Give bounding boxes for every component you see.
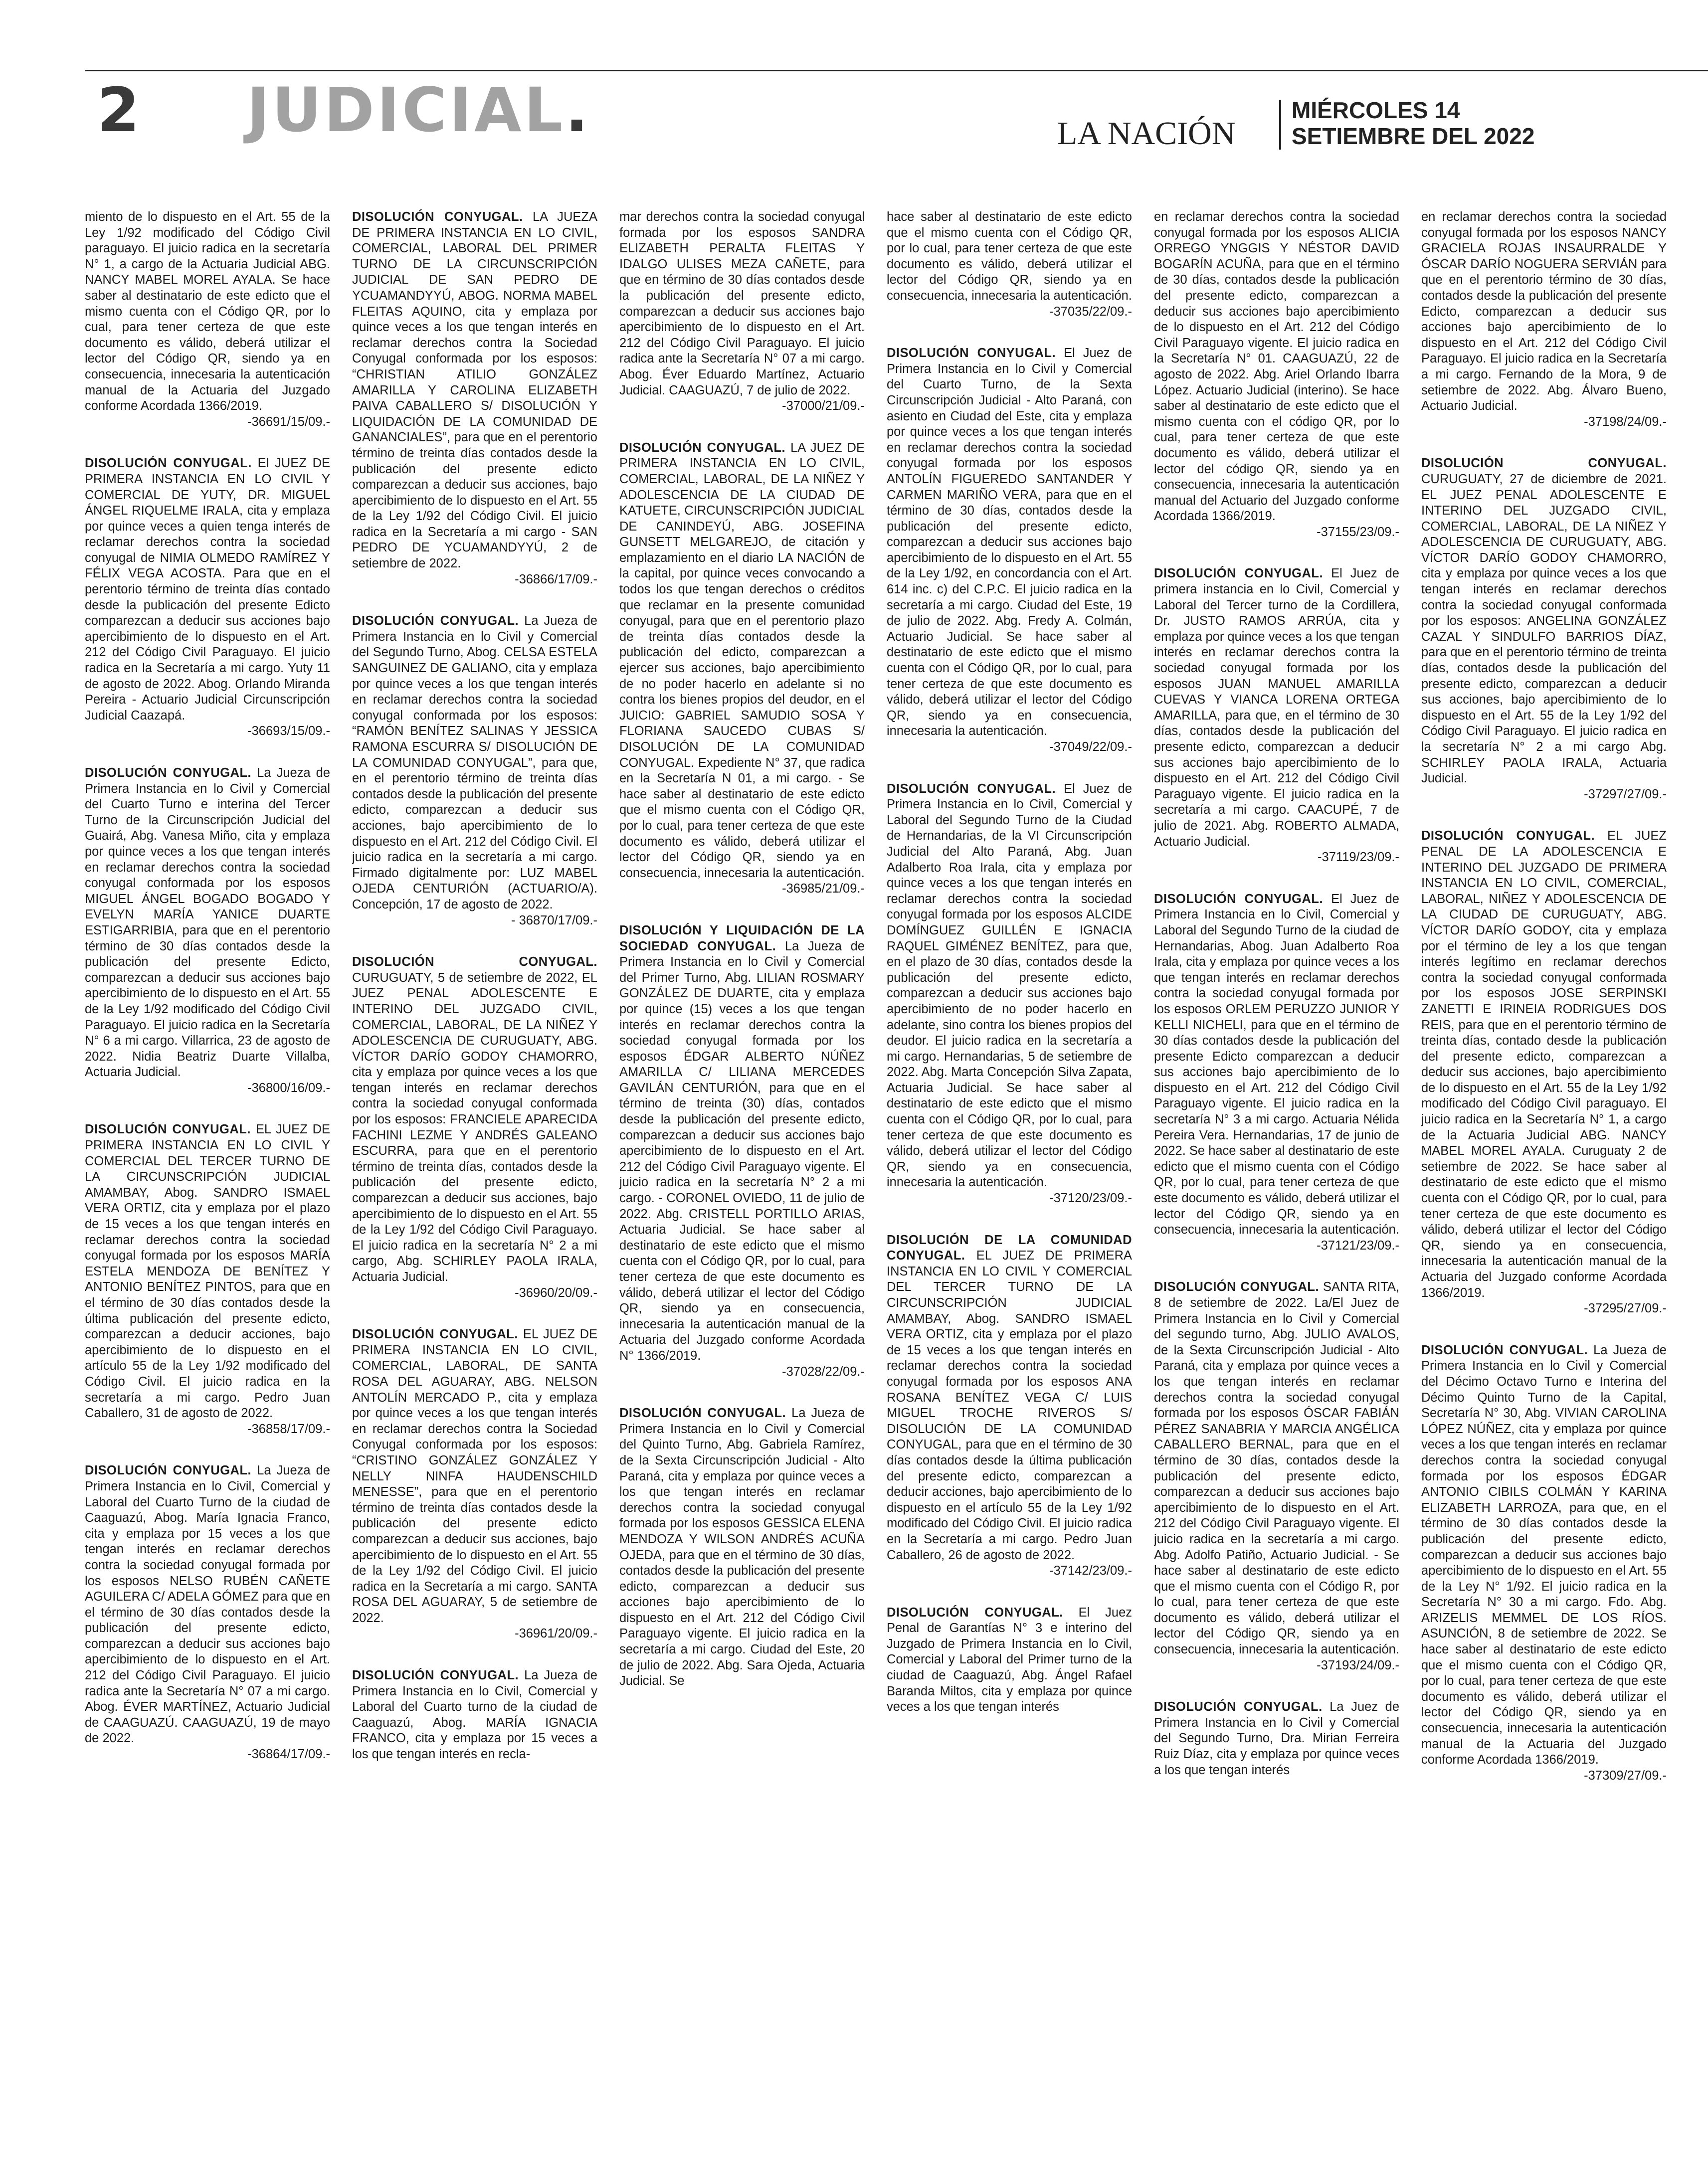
notice-body: EL JUEZ DE PRIMERA INSTANCIA EN LO CIVIL, COMERCIAL, LABORAL, DE SANTA ROSA DEL AGUARAY, ABG. NELSON ANTOLÍN MERCADO P., cita y emplaza por quince veces a los que tengan interés en reclamar derechos contra la Sociedad Conyugal conformada por los esposos: “CRISTINO GONZÁLEZ GONZÁLEZ Y NELLY NINFA HAUDENSCHILD MENESSE”, para que en el perentorio término de treinta días contados desde la publicación del presente edicto comparezcan a deducir sus acciones, bajo apercibimiento de lo dispuesto en el Art. 55 de la Ley 1/92 del Código Civil. El juicio radica en la Secretaría a mi cargo. SANTA ROSA DEL AGUARAY, 5 de setiembre de 2022. [352,1327,597,1625]
notice-title: DISOLUCIÓN DE LA COMUNIDAD CONYUGAL. [887,1233,1132,1263]
legal-notice [887,1233,1132,1579]
notice-body: El Juez de primera instancia en lo Civil, Comercial y Laboral del Tercer turno de la Cordillera, Dr. JUSTO RAMOS ARRÚA, cita y emplaza por quince veces a los que tengan interés en reclamar derechos contra la sociedad conyugal formada por los esposos JUAN MANUEL AMARILLA CUEVAS Y VIANCA LORENA ORTEGA AMARILLA, para que, en el término de 30 días, contados desde la publicación del presente edicto, comparezcan a deducir sus acciones bajo apercibimiento de lo dispuesto en el Art. 212 del Código Civil Paraguayo vigente. El juicio radica en la secretaría a mi cargo. CAACUPÉ, 7 de julio de 2021. Abg. ROBERTO ALMADA, Actuario Judicial. [1154,566,1399,849]
legal-notice [619,440,865,897]
notice-body: La Juez de Primera Instancia en lo Civil y Comercial del Segundo Turno, Dra. Mirian Ferreira Ruiz Díaz, cita y emplaza por quince veces a los que tengan interés [1154,1700,1399,1777]
page-number: 2 [97,75,139,146]
notice-title: DISOLUCIÓN CONYUGAL. [1421,456,1667,471]
notice-title: DISOLUCIÓN CONYUGAL. [1154,1280,1320,1294]
legal-notice [352,1668,597,1763]
notice-reference: -37297/27/09.- [1584,787,1667,801]
notice-reference: -36866/17/09.- [515,572,597,586]
top-rule [85,70,1708,71]
issue-date [1292,97,1534,149]
notice-reference: -36691/15/09.- [247,414,330,429]
notice-title: DISOLUCIÓN CONYUGAL. [352,1327,518,1342]
legal-notice [1154,1699,1399,1778]
notice-body: EL JUEZ DE PRIMERA INSTANCIA EN LO CIVIL Y COMERCIAL DEL TERCER TURNO DE LA CIRCUNSCRIPCIÓN JUDICIAL AMAMBAY, Abog. SANDRO ISMAEL VERA ORTIZ, cita y emplaza por el plazo de 15 veces a los que tengan interés en reclamar derechos contra la sociedad conyugal formada por los esposos MARÍA ESTELA MENDOZA DE BENÍTEZ Y ANTONIO BENÍTEZ PINTOS, para que en el término de 30 días contados desde la última publicación del presente edicto, comparezcan a deducir acciones, bajo apercibimiento de lo dispuesto en el artículo 55 de la Ley 1/92 modificado del Código Civil. El juicio radica en la secretaría a mi cargo. Pedro Juan Caballero, 31 de agosto de 2022. [85,1122,330,1421]
newspaper-name: LA NACIÓN [1057,115,1236,152]
notice-body: La Jueza de Primera Instancia en lo Civil y Comercial del Quinto Turno, Abg. Gabriela Ramírez, de la Sexta Circunscripción Judicial - Alto Paraná, cita y emplaza por quince veces a los que tengan interés en reclamar derechos contra la sociedad conyugal formada por los esposos GESSICA ELENA MENDOZA Y WILSON ANDRÉS ACUÑA OJEDA, para que en el término de 30 días, contados desde la publicación del presente edicto, comparezcan a deducir sus acciones bajo apercibimiento de lo dispuesto en el Art. 212 del Código Civil Paraguayo vigente. El juicio radica en la secretaría a mi cargo. Ciudad del Este, 20 de julio de 2022. Abg. Sara Ojeda, Actuaria Judicial. Se [619,1406,865,1688]
notice-body: mar derechos contra la sociedad conyugal formada por los esposos SANDRA ELIZABETH PERALTA FLEITAS Y IDALGO ULISES MEZA CAÑETE, para que en término de 30 días contados desde la publicación del presente edicto, comparezcan a deducir sus acciones bajo apercibimiento de lo dispuesto en el Art. 212 del Código Civil Paraguayo. El juicio radica ante la Secretaría N° 07 a mi cargo. Abog. Éver Eduardo Martínez, Actuario Judicial. CAAGUAZÚ, 7 de julio de 2022. [619,210,865,397]
section-title-dot: . [565,75,591,146]
notice-reference: -37198/24/09.- [1584,414,1667,429]
notice-body: EL JUEZ PENAL DE LA ADOLESCENCIA E INTERINO DEL JUZGADO DE PRIMERA INSTANCIA EN LO CIVIL, COMERCIAL, LABORAL, NIÑEZ Y ADOLESCENCIA DE LA CIUDAD DE CURUGUATY, ABG. VÍCTOR DARÍO GODOY, cita y emplaza por el término de ley a los que tengan interés legítimo en reclamar derechos contra la sociedad conyugal conformada por los esposos JOSE SERPINSKI ZANETTI E IRINEIA RODRIGUES DOS REIS, para que en el perentorio término de treinta días, contado desde la publicación del presente edicto, comparezcan a deducir sus acciones, bajo apercibimiento de lo dispuesto en el Art. 55 de la Ley 1/92 modificado del Código Civil paraguayo. El juicio radica en la Secretaría N° 1, a cargo de la Actuaria Judicial ABG. NANCY MABEL MOREL AYALA. Curuguaty 2 de setiembre de 2022. Se hace saber al destinatario de este edicto que el mismo cuenta con el Código QR, por lo cual, para tener certeza de que este documento es válido, deberá utilizar el lector del Código QR, siendo ya en consecuencia, innecesaria la autenticación manual de la Actuaria del Juzgado conforme Acordada 1366/2019. [1421,829,1667,1300]
notice-body: La Jueza de Primera Instancia en lo Civil, Comercial y Laboral del Cuarto Turno de la ciudad de Caaguazú, Abog. María Ignacia Franco, cita y emplaza por 15 veces a los que tengan interés en reclamar derechos contra la sociedad conyugal formada por los esposos NELSO RUBÉN CAÑETE AGUILERA C/ ADELA GÓMEZ para que en el término de 30 días contados desde la publicación del presente edicto, comparezcan a deducir sus acciones bajo apercibimiento de lo dispuesto en el Art. 212 del Código Civil Paraguayo. El juicio radica ante la Secretaría N° 07 a mi cargo. Abog. ÉVER MARTÍNEZ, Actuario Judicial de CAAGUAZÚ. CAAGUAZÚ, 19 de mayo de 2022. [85,1463,330,1746]
notice-column [1154,209,1399,2164]
notice-body: El Juez Penal de Garantías N° 3 e interino del Juzgado de Primera Instancia en lo Civil, Comercial y Laboral del Primer turno de la ciudad de Caaguazú, Abg. Ángel Rafael Baranda Miltos, cita y emplaza por quince veces a los que tengan interés [887,1605,1132,1714]
notice-body: hace saber al destinatario de este edicto que el mismo cuenta con el Código QR, por lo cual, para tener certeza de que este documento es válido, deberá utilizar el lector del Código QR, siendo ya en consecuencia, innecesaria la autenticación. [887,210,1132,303]
legal-notice [619,1406,865,1689]
notice-body: La Jueza de Primera Instancia en lo Civil y Comercial del Décimo Octavo Turno e Interina del Décimo Quinto Turno de la Capital, Secretaría N° 30, Abg. VIVIAN CAROLINA LÓPEZ NÚÑEZ, cita y emplaza por quince veces a los que tengan interés en reclamar derechos contra la sociedad conyugal formada por los esposos ÉDGAR ANTONIO CIBILS COLMÁN Y KARINA ELIZABETH LARROZA, para que, en el término de 30 días contados desde la publicación del presente edicto, comparezcan a deducir sus acciones bajo apercibimiento de lo dispuesto en el Art. 55 de la Ley N° 1/92. El juicio radica en la Secretaría N° 30 a mi cargo. Fdo. Abg. ARIZELIS MEMMEL DE LOS RÍOS. ASUNCIÓN, 8 de setiembre de 2022. Se hace saber al destinatario de este edicto que el mismo cuenta con el Código QR, por lo cual, para tener certeza de que este documento es válido, deberá utilizar el lector del Código QR, siendo ya en consecuencia, innecesaria la autenticación manual de la Actuaria del Juzgado conforme Acordada 1366/2019. [1421,1343,1667,1767]
notice-reference: -36864/17/09.- [247,1747,330,1762]
notice-body: El JUEZ DE PRIMERA INSTANCIA EN LO CIVIL Y COMERCIAL DE YUTY, DR. MIGUEL ÁNGEL RIQUELME IRALA, cita y emplaza por quince veces a quien tenga interés de reclamar derechos contra la sociedad conyugal de NIMIA OLMEDO RAMÍREZ Y FÉLIX VEGA ACOSTA. Para que en el perentorio término de treinta días contado desde la publicación del presente Edicto comparezcan a deducir sus acciones bajo apercibimiento de lo dispuesto en el Art. 212 del Código Civil Paraguayo. El juicio radica en la Secretaría a mi cargo. Yuty 11 de agosto de 2022. Abog. Orlando Miranda Pereira - Actuario Judicial Circunscripción Judicial Caazapá. [85,456,330,723]
legal-notice [887,209,1132,320]
notice-reference: -37121/23/09.- [1317,1238,1399,1253]
legal-notice [1421,209,1667,430]
notice-title: DISOLUCIÓN CONYUGAL. [352,1668,519,1683]
issue-date-line1: MIÉRCOLES 14 [1292,97,1460,123]
notice-reference: -37120/23/09.- [1049,1191,1132,1206]
legal-notice [85,765,330,1096]
legal-notice [1154,209,1399,540]
notice-title: DISOLUCIÓN CONYUGAL. [1154,892,1324,906]
legal-notice [1154,892,1399,1254]
notice-body: en reclamar derechos contra la sociedad conyugal formada por los esposos NANCY GRACIELA ROJAS INSAURRALDE Y ÓSCAR DARÍO NOGUERA SERVIÁN para que en el perentorio término de 30 días, contados desde la publicación del presente Edicto, comparezcan a deducir sus acciones bajo apercibimiento de lo dispuesto en el Art. 212 del Código Civil Paraguayo. El juicio radica en la Secretaría a mi cargo. Fernando de la Mora, 9 de setiembre de 2022. Abg. Álvaro Bueno, Actuario Judicial. [1421,210,1667,413]
legal-notice [887,1605,1132,1715]
notice-column [1421,209,1667,2164]
notice-reference: -37028/22/09.- [782,1364,865,1379]
notice-column [887,209,1132,2164]
notice-body: El Juez de Primera Instancia en lo Civil, Comercial y Laboral del Segundo Turno de la ciudad de Hernandarias, Abog. Juan Adalberto Roa Irala, cita y emplaza por quince veces a los que tengan interés en reclamar derechos contra la sociedad conyugal formada por los esposos ORLEM PERUZZO JUNIOR Y KELLI NICHELI, para que en el término de 30 días contados desde la publicación del presente Edicto comparezcan a deducir sus acciones bajo apercibimiento de lo dispuesto en el Art. 212 del Código Civil Paraguayo vigente. El juicio radica en la secretaría N° 3 a mi cargo. Actuaria Nélida Pereira Vera. Hernandarias, 17 de junio de 2022. Se hace saber al destinatario de este edicto que el mismo cuenta con el Código QR, por lo cual, para tener certeza de que este documento es válido, deberá utilizar el lector del Código QR, siendo ya en consecuencia, innecesaria la autenticación. [1154,892,1399,1237]
notice-title: DISOLUCIÓN CONYUGAL. [85,1122,251,1137]
legal-notice [887,781,1132,1207]
legal-notice [85,456,330,739]
notice-reference: -37295/27/09.- [1584,1301,1667,1316]
notice-body: SANTA RITA, 8 de setiembre de 2022. La/El Juez de Primera Instancia en lo Civil y Comercial del segundo turno, Abg. JULIO AVALOS, de la Sexta Circunscripción Judicial - Alto Paraná, cita y emplaza por quince veces a los que tengan interés en reclamar derechos contra la sociedad conyugal formada por los esposos ÓSCAR FABIÁN PÉREZ SANABRIA Y MARCIA ANGÉLICA CABALLERO BERNAL, para que en el término de 30 días, contados desde la publicación del presente edicto, comparezcan a deducir sus acciones bajo apercibimiento de lo dispuesto en el Art. 212 del Código Civil Paraguayo vigente. El juicio radica en la secretaría a mi cargo. Abg. Adolfo Patiño, Actuario Judicial. - Se hace saber al destinatario de este edicto que el mismo cuenta con el Código R, por lo cual, para tener certeza de que este documento es válido, deberá utilizar el lector del Código QR, siendo ya en consecuencia, innecesaria la autenticación. [1154,1280,1399,1657]
legal-notice [619,209,865,414]
notice-title: DISOLUCIÓN CONYUGAL. [85,456,252,471]
legal-notice [1154,566,1399,865]
notice-title: DISOLUCIÓN CONYUGAL. [352,210,523,224]
section-title [247,75,591,146]
legal-notice [619,923,865,1380]
notice-reference: -37142/23/09.- [1049,1564,1132,1578]
legal-notice [352,613,597,928]
notice-reference: -36693/15/09.- [247,724,330,738]
notice-body: La Jueza de Primera Instancia en lo Civil y Comercial del Cuarto Turno e interina del Tercer Turno de la Circunscripción Judicial del Guairá, Abg. Vanesa Miño, cita y emplaza por quince veces a los que tengan interés en reclamar derechos contra la sociedad conyugal conformada por los esposos MIGUEL ÁNGEL BOGADO BOGADO Y EVELYN MARÍA YANICE DUARTE ESTIGARRIBIA, para que en el perentorio término de 30 días contados desde la publicación del presente Edicto, comparezcan a deducir sus acciones bajo apercibimiento de lo dispuesto en el Art. 55 de la Ley 1/92 modificado del Código Civil Paraguayo. El juicio radica en la Secretaría N° 6 a mi cargo. Villarrica, 23 de agosto de 2022. Nidia Beatriz Duarte Villalba, Actuaria Judicial. [85,766,330,1080]
notice-title: DISOLUCIÓN CONYUGAL. [352,955,597,969]
notice-body: La Jueza de Primera Instancia en lo Civil y Comercial del Segundo Turno, Abog. CELSA ESTELA SANGUINEZ DE GALIANO, cita y emplaza por quince veces a los que tengan interés en reclamar derechos contra la sociedad conyugal conformada por los esposos: “RAMÓN BENÍTEZ SALINAS Y JESSICA RAMONA ESCURRA S/ DISOLUCIÓN DE LA COMUNIDAD CONYUGAL”, para que, en el perentorio término de treinta días contados desde la publicación del presente edicto, comparezcan a deducir sus acciones, bajo apercibimiento de lo dispuesto en el Art. 212 del Código Civil. El juicio radica en la secretaría a mi cargo. Firmado digitalmente por: LUZ MABEL OJEDA CENTURIÓN (ACTUARIO/A). Concepción, 17 de agosto de 2022. [352,614,597,911]
notice-body: EL JUEZ DE PRIMERA INSTANCIA EN LO CIVIL Y COMERCIAL DEL TERCER TURNO DE LA CIRCUNSCRIPCIÓN JUDICIAL AMAMBAY, Abog. SANDRO ISMAEL VERA ORTIZ, cita y emplaza por el plazo de 15 veces a los que tengan interés en reclamar derechos contra la sociedad conyugal formada por los esposos ANA ROSANA BENÍTEZ VEGA C/ LUIS MIGUEL TROCHE RIVEROS S/ DISOLUCIÓN DE LA COMUNIDAD CONYUGAL, para que en el término de 30 días contados desde la última publicación del presente edicto, comparezcan a deducir acciones, bajo apercibimiento de lo dispuesto en el artículo 55 de la Ley 1/92 modificado del Código Civil. El juicio radica en la Secretaría a mi cargo. Pedro Juan Caballero, 26 de agosto de 2022. [887,1249,1132,1562]
legal-notice [1421,828,1667,1316]
notice-reference: -36858/17/09.- [247,1422,330,1436]
notice-reference: -37049/22/09.- [1049,740,1132,754]
notice-title: DISOLUCIÓN CONYUGAL. [352,614,519,628]
legal-notice [352,1327,597,1642]
notice-body: CURUGUATY, 5 de setiembre de 2022, EL JUEZ PENAL ADOLESCENTE E INTERINO DEL JUZGADO CIVIL, COMERCIAL, LABORAL, DE LA NIÑEZ Y ADOLESCENCIA DE CURUGUATY, ABG. VÍCTOR DARÍO GODOY CHAMORRO, cita y emplaza por quince veces a los que tengan interés en reclamar derechos contra la sociedad conyugal conformada por los esposos: FRANCIELE APARECIDA FACHINI LEZME Y ANDRÉS GALEANO ESCURRA, para que en el perentorio término de treinta días, contados desde la publicación del presente edicto, comparezcan a deducir sus acciones, bajo apercibimiento de lo dispuesto en el Art. 55 de la Ley 1/92 del Código Civil Paraguayo. El juicio radica en la secretaría N° 2 a mi cargo, Abg. SCHIRLEY PAOLA IRALA, Actuaria Judicial. [352,970,597,1284]
notice-body: El Juez de Primera Instancia en lo Civil y Comercial del Cuarto Turno, de la Sexta Circunscripción Judicial - Alto Paraná, con asiento en Ciudad del Este, cita y emplaza por quince veces a los que tengan interés en reclamar derechos contra la sociedad conyugal formada por los esposos ANTOLÍN FIGUEREDO SANTANDER Y CARMEN MARIÑO VERA, para que en el término de 30 días, contados desde la publicación del presente edicto, comparezcan a deducir sus acciones bajo apercibimiento de lo dispuesto en el Art. 55 de la Ley 1/92, en concordancia con el Art. 614 inc. c) del C.P.C. El juicio radica en la secretaría a mi cargo. Ciudad del Este, 19 de julio de 2022. Abg. Fredy A. Colmán, Actuario Judicial. Se hace saber al destinatario de este edicto que el mismo cuenta con el Código QR, por lo cual, para tener certeza de que este documento es válido, deberá utilizar el lector del Código QR, siendo ya en consecuencia, innecesaria la autenticación. [887,346,1132,738]
notice-reference: -37119/23/09.- [1318,850,1399,865]
notices-columns [85,209,1668,2164]
notice-reference: -37000/21/09.- [782,399,865,413]
legal-notice [1421,456,1667,802]
notice-title: DISOLUCIÓN CONYUGAL. [85,1463,252,1478]
legal-notice [85,1122,330,1437]
notice-reference: - 36870/17/09.- [511,913,597,927]
legal-notice [85,1463,330,1762]
legal-notice [887,346,1132,755]
notice-column [619,209,865,2164]
notice-reference: -37035/22/09.- [1049,304,1132,319]
notice-reference: -36985/21/09.- [782,882,865,896]
notice-column [352,209,597,2164]
notice-body: CURUGUATY, 27 de diciembre de 2021. EL JUEZ PENAL ADOLESCENTE E INTERINO DEL JUZGADO CIVIL, COMERCIAL, LABORAL, DE LA NIÑEZ Y ADOLESCENCIA DE CURUGUATY, ABG. VÍCTOR DARÍO GODOY CHAMORRO, cita y emplaza por quince veces a los que tengan interés en reclamar derechos contra la sociedad conyugal conformada por los esposos: ANGELINA GONZÁLEZ CAZAL Y SINDULFO BARRIOS DÍAZ, para que en el perentorio término de treinta días, contados desde la publicación del presente edicto, comparezcan a deducir sus acciones, bajo apercibimiento de lo dispuesto en el Art. 55 de la Ley 1/92 del Código Civil Paraguayo. El juicio radica en la secretaría N° 2 a mi cargo Abg. SCHIRLEY PAOLA IRALA, Actuaria Judicial. [1421,472,1667,786]
notice-reference: -37309/27/09.- [1584,1768,1667,1783]
notice-body: La Jueza de Primera Instancia en lo Civil y Comercial del Primer Turno, Abg. LILIAN ROSMARY GONZÁLEZ DE DUARTE, cita y emplaza por quince (15) veces a los que tengan interés en reclamar derechos contra la sociedad conyugal formada por los esposos ÉDGAR ALBERTO NÚÑEZ AMARILLA C/ LILIANA MERCEDES GAVILÁN CENTURIÓN, para que en el término de treinta (30) días, contados desde la publicación del presente edicto, comparezcan a deducir sus acciones bajo apercibimiento de lo dispuesto en el Art. 212 del Código Civil Paraguayo vigente. El juicio radica en la secretaría N° 2 a mi cargo. - CORONEL OVIEDO, 11 de julio de 2022. Abg. CRISTELL PORTILLO ARIAS, Actuaria Judicial. Se hace saber al destinatario de este edicto que el mismo cuenta con el Código QR, por lo cual, para tener certeza de que este documento es válido, deberá utilizar el lector del Código QR, siendo ya en consecuencia, innecesaria la autenticación manual de la Actuaria del Juzgado conforme Acordada N° 1366/2019. [619,939,865,1363]
header-divider [1279,100,1281,150]
notice-title: DISOLUCIÓN CONYUGAL. [1421,1343,1588,1357]
notice-title: DISOLUCIÓN CONYUGAL. [887,781,1056,796]
notice-body: La Jueza de Primera Instancia en lo Civil, Comercial y Laboral del Cuarto turno de la ciudad de Caaguazú, Abog. MARÍA IGNACIA FRANCO, cita y emplaza por 15 veces a los que tengan interés en recla- [352,1668,597,1762]
notice-reference: -36800/16/09.- [247,1081,330,1095]
notice-reference: -36960/20/09.- [515,1285,597,1300]
legal-notice [352,209,597,587]
notice-title: DISOLUCIÓN CONYUGAL. [85,766,252,780]
notice-title: DISOLUCIÓN CONYUGAL. [887,1605,1063,1620]
notice-body: en reclamar derechos contra la sociedad conyugal formada por los esposos ALICIA ORREGO YNGGIS Y NÉSTOR DAVID BOGARÍN ACUÑA, para que en el término de 30 días, contados desde la publicación del presente edicto, comparezcan a deducir sus acciones bajo apercibimiento de lo dispuesto en el Art. 212 del Código Civil Paraguayo vigente. El juicio radica en la Secretaría N° 01. CAAGUAZÚ, 22 de agosto de 2022. Abg. Ariel Orlando Ibarra López. Actuario Judicial (interino). Se hace saber al destinatario de este edicto que el mismo cuenta con el código QR, por lo cual, para tener certeza de que este documento es válido, deberá utilizar el lector del código QR, siendo ya en consecuencia, innecesaria la autenticación manual del Actuario del Juzgado conforme Acordada 1366/2019. [1154,210,1399,524]
notice-body: LA JUEZA DE PRIMERA INSTANCIA EN LO CIVIL, COMERCIAL, LABORAL DEL PRIMER TURNO DE LA CIRCUNSCRIPCIÓN JUDICIAL DE SAN PEDRO DE YCUAMANDYYÚ, ABOG. NORMA MABEL FLEITAS AQUINO, cita y emplaza por quince veces a los que tengan interés en reclamar derechos contra la Sociedad Conyugal conformada por los esposos: “CHRISTIAN ATILIO GONZÁLEZ AMARILLA Y CAROLINA ELIZABETH PAIVA CABALLERO S/ DISOLUCIÓN Y LIQUIDACIÓN DE LA COMUNIDAD DE GANANCIALES”, para que en el perentorio término de treinta días contados desde la publicación del presente edicto comparezcan a deducir sus acciones, bajo apercibimiento de lo dispuesto en el Art. 55 de la Ley 1/92 del Código Civil. El juicio radica en la Secretaría a mi cargo - SAN PEDRO DE YCUAMANDYYÚ, 2 de setiembre de 2022. [352,210,597,571]
notice-title: DISOLUCIÓN CONYUGAL. [1154,1700,1323,1714]
notice-body: miento de lo dispuesto en el Art. 55 de la Ley 1/92 modificado del Código Civil paraguayo. El juicio radica en la secretaría N° 1, a cargo de la Actuaria Judicial ABG. NANCY MABEL MOREL AYALA. Se hace saber al destinatario de este edicto que el mismo cuenta con el Código QR, por lo cual, para tener certeza de que este documento es válido, deberá utilizar el lector del Código QR, siendo ya en consecuencia, innecesaria la autenticación manual de la Actuaria del Juzgado conforme Acordada 1366/2019. [85,210,330,413]
legal-notice [1154,1279,1399,1673]
notice-reference: -37193/24/09.- [1317,1658,1399,1672]
notice-body: El Juez de Primera Instancia en lo Civil, Comercial y Laboral del Segundo Turno de la Ciudad de Hernandarias, de la VI Circunscripción Judicial del Alto Paraná, Abg. Juan Adalberto Roa Irala, cita y emplaza por quince veces a los que tengan interés en reclamar derechos contra la sociedad conyugal formada por los esposos ALCIDE DOMÍNGUEZ GUILLÉN E IGNACIA RAQUEL GIMÉNEZ BENÍTEZ, para que, en el plazo de 30 días, contados desde la publicación del presente edicto, comparezcan a deducir sus acciones bajo apercibimiento de no poder hacerlo en adelante, sino contra los bienes propios del deudor. El juicio radica en la secretaría a mi cargo. Hernandarias, 5 de setiembre de 2022. Abg. Marta Concepción Silva Zapata, Actuaria Judicial. Se hace saber al destinatario de este edicto que el mismo cuenta con el Código QR, por lo cual, para tener certeza de que este documento es válido, deberá utilizar el lector del Código QR, siendo ya en consecuencia, innecesaria la autenticación. [887,781,1132,1190]
legal-notice [1421,1343,1667,1784]
notice-title: DISOLUCIÓN CONYUGAL. [887,346,1056,361]
notice-body: LA JUEZ DE PRIMERA INSTANCIA EN LO CIVIL, COMERCIAL, LABORAL, DE LA NIÑEZ Y ADOLESCENCIA DE LA CIUDAD DE KATUETE, CIRCUNSCRIPCIÓN JUDICIAL DE CANINDEYÚ, ABG. JOSEFINA GUNSETT MELGAREJO, de citación y emplazamiento en el diario LA NACIÓN de la capital, por quince veces convocando a todos los que tengan derechos o créditos que reclamar en la presente comunidad conyugal, para que en el perentorio plazo de treinta días contados desde la publicación del edicto, comparezcan a ejercer sus acciones, bajo apercibimiento de no poder hacerlo en adelante si no contra los bienes propios del deudor, en el JUICIO: GABRIEL SAMUDIO SOSA Y FLORIANA SAUCEDO CUBAS S/ DISOLUCIÓN DE LA COMUNIDAD CONYUGAL. Expediente N° 37, que radica en la Secretaría N 01, a mi cargo. - Se hace saber al destinatario de este edicto que el mismo cuenta con el Código QR, por lo cual, para tener certeza de que este documento es válido, deberá utilizar el lector del Código QR, siendo ya en consecuencia, innecesaria la autenticación. [619,440,865,880]
legal-notice [85,209,330,430]
issue-date-line2: SETIEMBRE DEL 2022 [1292,123,1535,149]
notice-title: DISOLUCIÓN CONYUGAL. [1421,829,1595,843]
notice-title: DISOLUCIÓN CONYUGAL. [1154,566,1324,581]
notice-column [85,209,330,2164]
notice-reference: -36961/20/09.- [515,1627,597,1641]
notice-title: DISOLUCIÓN CONYUGAL. [619,440,786,455]
legal-notice [352,954,597,1301]
notice-title: DISOLUCIÓN Y LIQUIDACIÓN DE LA SOCIEDAD CONYUGAL. [619,923,865,953]
notice-title: DISOLUCIÓN CONYUGAL. [619,1406,786,1421]
section-title-text: JUDICIAL [247,75,566,146]
notice-reference: -37155/23/09.- [1317,525,1399,539]
